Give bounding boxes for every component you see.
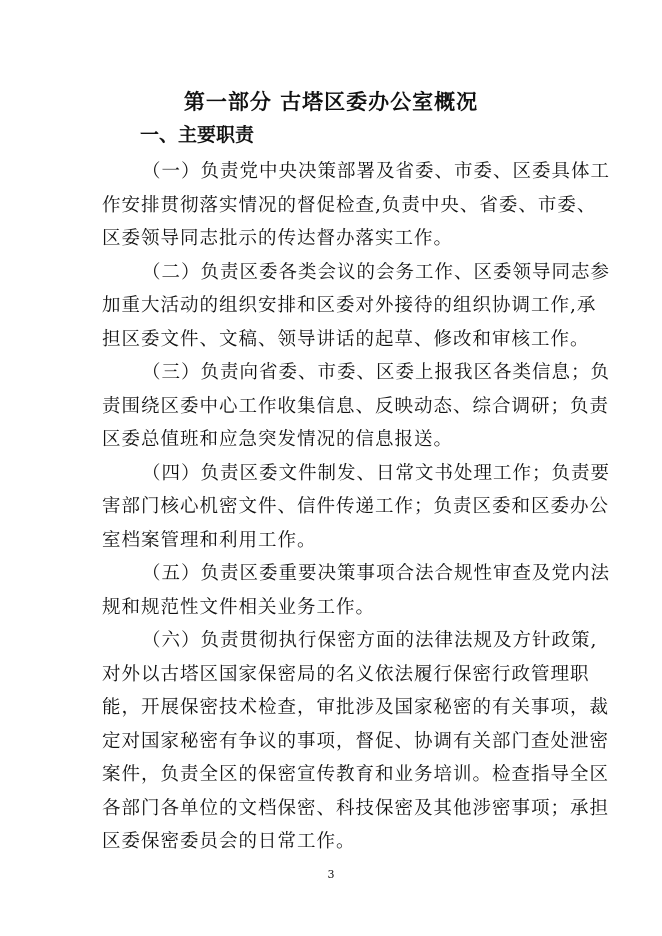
- paragraph-line: 责围绕区委中心工作收集信息、反映动态、综合调研；负责: [102, 395, 610, 417]
- paragraph: [102, 155, 611, 256]
- paragraph-line: 害部门核心机密文件、信件传递工作；负责区委和区委办公: [102, 496, 610, 517]
- paragraph-line: （五）负责区委重要决策事项合法合规性审查及党内法: [142, 563, 611, 584]
- paragraph-line: 区委领导同志批示的传达督办落实工作。: [102, 228, 454, 249]
- paragraph: [102, 356, 611, 457]
- paragraph-line: （四）负责区委文件制发、日常文书处理工作；负责要: [142, 462, 611, 484]
- paragraph-line: 对外以古塔区国家保密局的名义依法履行保密行政管理职: [102, 663, 590, 685]
- paragraph-line: 作安排贯彻落实情况的督促检查,负责中央、省委、市委、: [102, 194, 597, 216]
- paragraph-line: 区委保密委员会的日常工作。: [102, 831, 356, 852]
- paragraph-line: 能，开展保密技术检查，审批涉及国家秘密的有关事项，裁: [102, 697, 610, 718]
- paragraph-line: 担区委文件、文稿、领导讲话的起草、修改和审核工作。: [102, 328, 590, 350]
- paragraph-line: 各部门各单位的文档保密、科技保密及其他涉密事项；承担: [102, 797, 610, 819]
- paragraph-line: （六）负责贯彻执行保密方面的法律法规及方针政策,: [142, 630, 598, 651]
- page-number: 3: [327, 868, 335, 881]
- paragraph-line: 规和规范性文件相关业务工作。: [102, 596, 376, 618]
- paragraph-line: 定对国家秘密有争议的事项，督促、协调有关部门查处泄密: [102, 730, 610, 752]
- paragraph-line: 区委总值班和应急突发情况的信息报送。: [102, 429, 454, 450]
- document-body: [102, 155, 611, 859]
- paragraph: [102, 256, 611, 357]
- paragraph: [102, 457, 611, 558]
- paragraph-line: 室档案管理和利用工作。: [102, 529, 317, 551]
- paragraph-line: 案件，负责全区的保密宣传教育和业务培训。检查指导全区: [102, 764, 610, 785]
- paragraph-line: 加重大活动的组织安排和区委对外接待的组织协调工作,承: [102, 295, 597, 316]
- paragraph-line: （二）负责区委各类会议的会务工作、区委领导同志参: [142, 261, 611, 283]
- section-heading: 一、主要职责: [140, 124, 255, 146]
- paragraph-line: （三）负责向省委、市委、区委上报我区各类信息；负: [142, 362, 611, 383]
- paragraph: [102, 557, 611, 624]
- paragraph-line: （一）负责党中央决策部署及省委、市委、区委具体工: [142, 161, 611, 182]
- paragraph: [102, 624, 610, 859]
- page-title: 第一部分 古塔区委办公室概况: [183, 90, 479, 114]
